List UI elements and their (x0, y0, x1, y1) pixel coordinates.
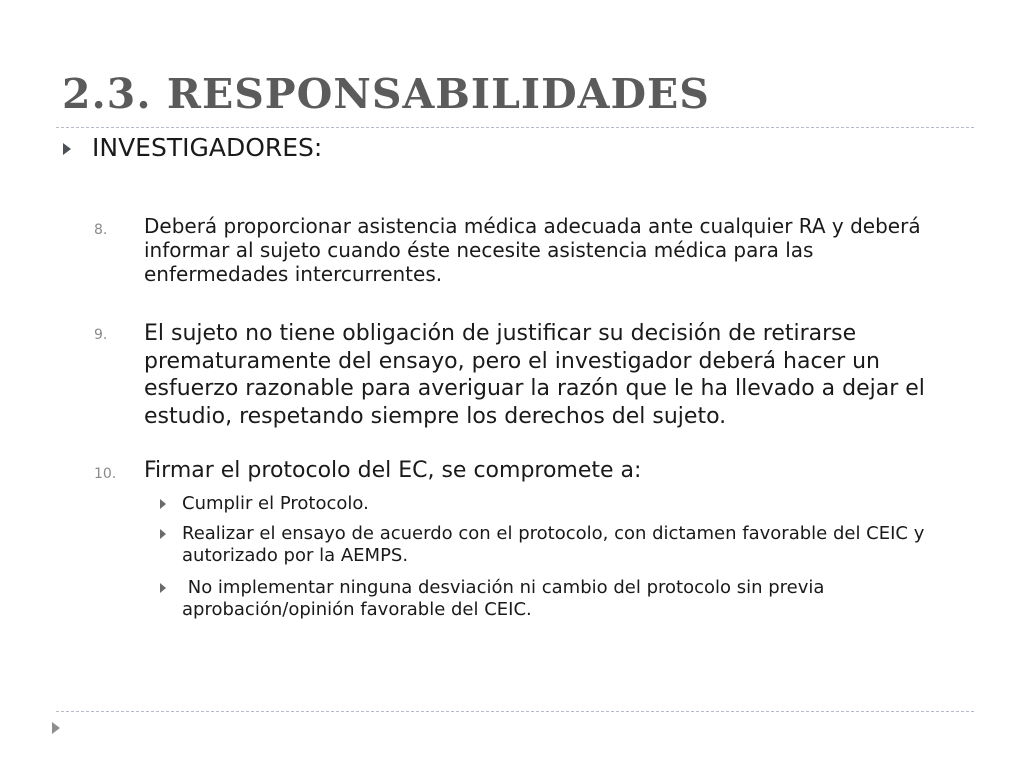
sub-list-item: No implementar ninguna desviación ni cambio del protocolo sin previa aprobación/opinión favorable del CEIC. (182, 577, 831, 620)
item-number: 9. (94, 327, 108, 343)
title-divider (56, 127, 974, 128)
next-slide-arrow-icon[interactable] (52, 722, 60, 734)
slide-title: 2.3. RESPONSABILIDADES (62, 70, 710, 118)
item-number: 10. (94, 466, 117, 482)
item-number: 8. (94, 222, 108, 238)
list-item: El sujeto no tiene obligación de justificar su decisión de retirarse prematuramente del ensayo, pero el investigador deberá hacer un esfuerzo razonable para averiguar la razón que le ha llevado a dejar el estudio, respetando siempre los derechos del sujeto. (144, 321, 925, 429)
sub-list-item: Realizar el ensayo de acuerdo con el protocolo, con dictamen favorable del CEIC y autorizado por la AEMPS. (182, 523, 925, 566)
section-heading: INVESTIGADORES: (92, 133, 323, 162)
bullet-arrow-icon (63, 143, 71, 155)
list-item: Firmar el protocolo del EC, se compromete a: (144, 458, 642, 483)
sub-bullet-arrow-icon (160, 583, 166, 593)
sub-bullet-arrow-icon (160, 529, 166, 539)
sub-list-item: Cumplir el Protocolo. (182, 493, 369, 514)
footer-divider (56, 711, 974, 712)
list-item: Deberá proporcionar asistencia médica adecuada ante cualquier RA y deberá informar al sujeto cuando éste necesite asistencia médica para las enfermedades intercurrentes. (144, 214, 921, 286)
sub-bullet-arrow-icon (160, 499, 166, 509)
